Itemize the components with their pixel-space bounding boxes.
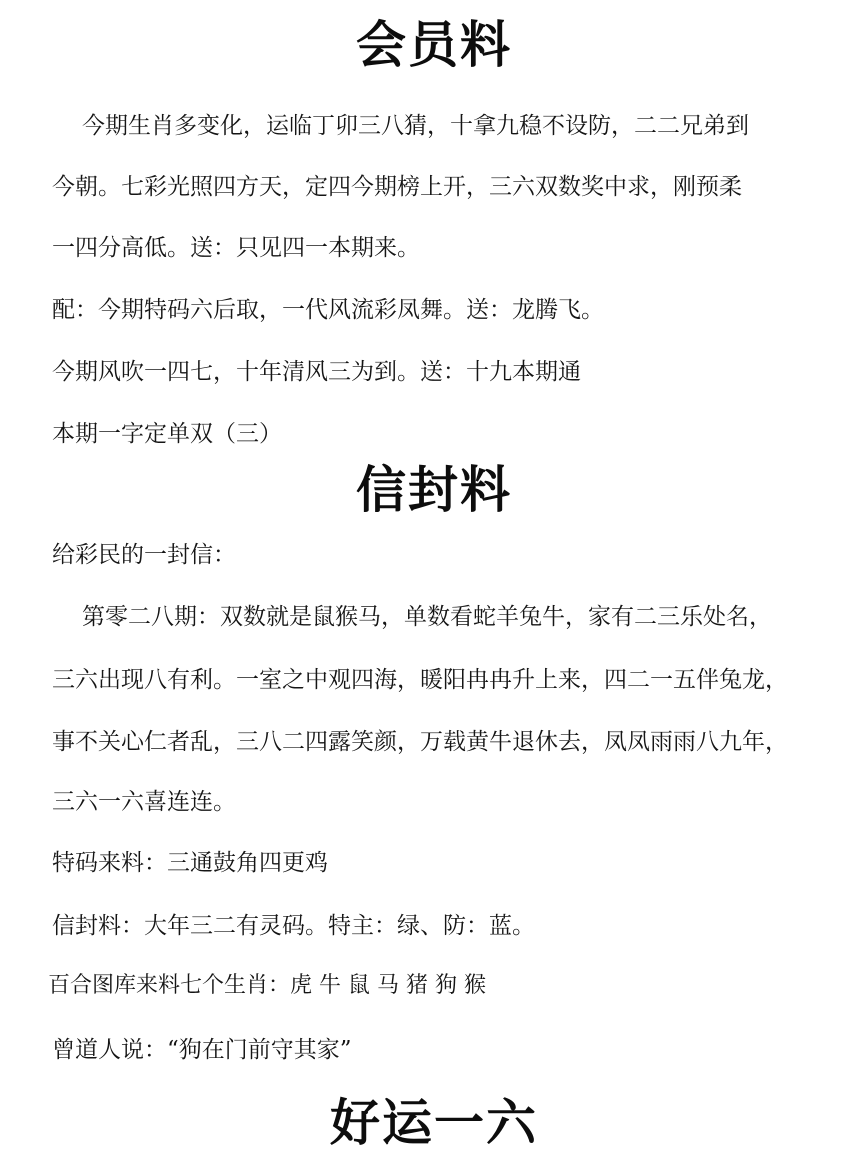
member-line-4: 配：今期特码六后取，一代风流彩凤舞。送：龙腾飞。 [52,297,604,323]
letter-line-9: 曾道人说：“狗在门前守其家” [52,1037,352,1063]
letter-line-5: 三六一六喜连连。 [52,789,236,815]
letter-line-4: 事不关心仁者乱，三八二四露笑颜，万载黄牛退休去，凤凤雨雨八九年， [52,729,788,755]
member-line-3: 一四分高低。送：只见四一本期来。 [52,235,420,261]
letter-line-6: 特码来料：三通鼓角四更鸡 [52,850,328,876]
member-line-5: 今期风吹一四七，十年清风三为到。送：十九本期通 [52,359,581,385]
letter-line-3: 三六出现八有利。一室之中观四海，暖阳冉冉升上来，四二一五伴兔龙， [52,667,788,693]
letter-line-2: 第零二八期：双数就是鼠猴马，单数看蛇羊兔牛，家有二三乐处名， [82,604,772,630]
section-title-letter: 信封料 [356,460,512,519]
letter-line-1: 给彩民的一封信： [52,542,236,568]
member-line-2: 今朝。七彩光照四方天，定四今期榜上开，三六双数奖中求，刚预柔 [52,174,742,200]
letter-line-8: 百合图库来料七个生肖：虎 牛 鼠 马 猪 狗 猴 [48,973,486,998]
member-line-1: 今期生肖多变化，运临丁卯三八猜，十拿九稳不设防，二二兄弟到 [82,113,749,139]
section-title-member: 会员料 [356,15,512,74]
section-title-luck: 好运一六 [330,1093,538,1152]
letter-line-7: 信封料：大年三二有灵码。特主：绿、防：蓝。 [52,913,535,939]
member-line-6: 本期一字定单双（三） [52,421,282,447]
